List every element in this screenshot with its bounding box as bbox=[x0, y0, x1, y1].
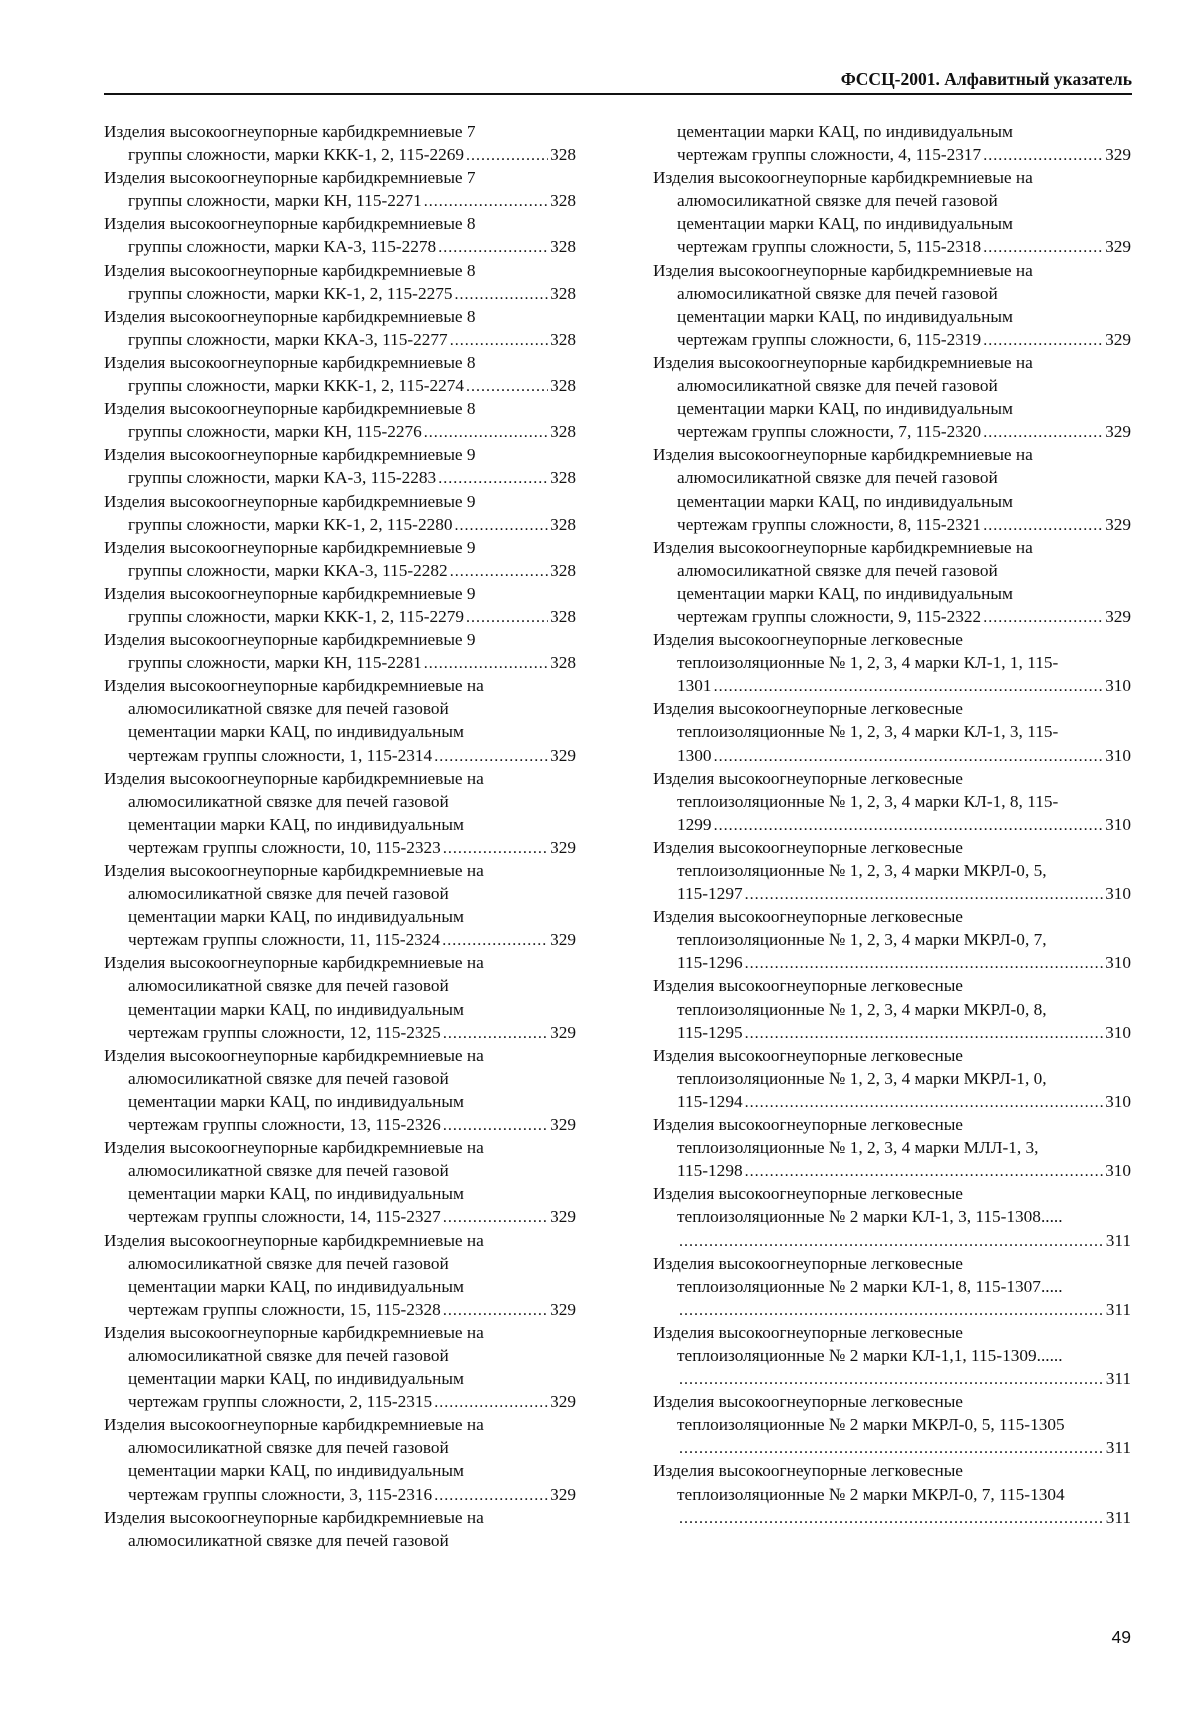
dot-leader bbox=[424, 421, 548, 443]
entry-title-line: Изделия высокоогнеупорные карбидкремниевые на bbox=[104, 1045, 484, 1065]
index-entry bbox=[104, 1321, 576, 1413]
entry-continuation-line: алюмосиликатной связке для печей газовой bbox=[128, 1438, 449, 1458]
entry-title-line: Изделия высокоогнеупорные легковесные bbox=[653, 907, 963, 927]
dot-leader bbox=[714, 814, 1104, 836]
entry-title-line: Изделия высокоогнеупорные карбидкремниевые на bbox=[104, 1230, 484, 1250]
entry-title-line: Изделия высокоогнеупорные легковесные bbox=[653, 1322, 963, 1342]
header-rule bbox=[104, 93, 1132, 95]
dot-leader bbox=[443, 837, 548, 859]
entry-continuation-line: цементации марки КАЦ, по индивидуальным bbox=[128, 722, 464, 742]
entry-continuation-line: алюмосиликатной связке для печей газовой bbox=[677, 376, 998, 396]
index-entry bbox=[104, 166, 576, 212]
entry-last-line bbox=[653, 1436, 1131, 1459]
entry-title-line: Изделия высокоогнеупорные карбидкремниевые на bbox=[104, 1322, 484, 1342]
entry-last-text: группы сложности, марки КК-1, 2, 115-2280 bbox=[128, 514, 453, 534]
index-entry bbox=[104, 305, 576, 351]
entry-title-line: Изделия высокоогнеупорные карбидкремниевые 8 bbox=[104, 352, 476, 372]
entry-page-number: 310 bbox=[1105, 1091, 1131, 1111]
entry-continuation-line: алюмосиликатной связке для печей газовой bbox=[677, 191, 998, 211]
dot-leader bbox=[455, 514, 549, 536]
index-entry bbox=[653, 120, 1131, 166]
entry-title-line: Изделия высокоогнеупорные карбидкремниевые на bbox=[104, 1507, 484, 1527]
entry-last-line bbox=[104, 1205, 576, 1228]
entry-continuation-line: алюмосиликатной связке для печей газовой bbox=[128, 1068, 449, 1088]
dot-leader bbox=[443, 1114, 548, 1136]
entry-last-line bbox=[653, 951, 1131, 974]
dot-leader bbox=[450, 329, 548, 351]
entry-last-text: чертежам группы сложности, 14, 115-2327 bbox=[128, 1207, 441, 1227]
entry-title-line: Изделия высокоогнеупорные легковесные bbox=[653, 1045, 963, 1065]
entry-title-line: Изделия высокоогнеупорные карбидкремниевые 8 bbox=[104, 399, 476, 419]
index-entry bbox=[653, 1113, 1131, 1182]
index-entry bbox=[653, 166, 1131, 258]
entry-title-line: Изделия высокоогнеупорные карбидкремниевые 9 bbox=[104, 583, 476, 603]
index-entry bbox=[653, 1390, 1131, 1459]
entry-page-number: 328 bbox=[550, 468, 576, 488]
entry-continuation-line: теплоизоляционные № 2 марки МКРЛ-0, 7, 115-1304 bbox=[677, 1484, 1065, 1504]
entry-page-number: 328 bbox=[550, 376, 576, 396]
entry-title-line: Изделия высокоогнеупорные карбидкремниевые на bbox=[653, 445, 1033, 465]
index-entry bbox=[653, 905, 1131, 974]
index-entry bbox=[104, 674, 576, 766]
entry-title-line: Изделия высокоогнеупорные карбидкремниевые 8 bbox=[104, 214, 476, 234]
entry-continuation-line: теплоизоляционные № 1, 2, 3, 4 марки МКРЛ-0, 8, bbox=[677, 999, 1047, 1019]
dot-leader bbox=[434, 1484, 548, 1506]
dot-leader bbox=[466, 375, 548, 397]
entry-last-text: чертежам группы сложности, 11, 115-2324 bbox=[128, 930, 441, 950]
entry-last-text: чертежам группы сложности, 1, 115-2314 bbox=[128, 745, 433, 765]
entry-continuation-line: алюмосиликатной связке для печей газовой bbox=[128, 1161, 449, 1181]
entry-last-text: чертежам группы сложности, 7, 115-2320 bbox=[677, 422, 982, 442]
entry-last-text: 115-1295 bbox=[677, 1022, 743, 1042]
entry-title-line: Изделия высокоогнеупорные легковесные bbox=[653, 1253, 963, 1273]
index-entry bbox=[653, 628, 1131, 697]
entry-continuation-line: цементации марки КАЦ, по индивидуальным bbox=[677, 399, 1013, 419]
entry-continuation-line: цементации марки КАЦ, по индивидуальным bbox=[677, 214, 1013, 234]
entry-title-line: Изделия высокоогнеупорные карбидкремниевые 9 bbox=[104, 445, 476, 465]
entry-continuation-line: теплоизоляционные № 1, 2, 3, 4 марки МКРЛ-1, 0, bbox=[677, 1068, 1047, 1088]
entry-title-line: Изделия высокоогнеупорные карбидкремниевые 9 bbox=[104, 537, 476, 557]
dot-leader bbox=[424, 190, 548, 212]
index-entry bbox=[104, 212, 576, 258]
entry-last-text: чертежам группы сложности, 3, 115-2316 bbox=[128, 1484, 433, 1504]
entry-continuation-line: теплоизоляционные № 1, 2, 3, 4 марки КЛ-1, 3, 115- bbox=[677, 722, 1059, 742]
entry-last-text: чертежам группы сложности, 9, 115-2322 bbox=[677, 606, 982, 626]
entry-page-number: 329 bbox=[550, 1392, 576, 1412]
dot-leader bbox=[466, 606, 548, 628]
dot-leader bbox=[466, 144, 548, 166]
entry-last-text: группы сложности, марки КА-3, 115-2278 bbox=[128, 237, 437, 257]
index-column-left bbox=[104, 120, 576, 1552]
entry-last-line bbox=[104, 420, 576, 443]
index-entry bbox=[653, 974, 1131, 1043]
dot-leader bbox=[679, 1437, 1104, 1459]
entry-page-number: 310 bbox=[1105, 814, 1131, 834]
entry-last-line bbox=[104, 928, 576, 951]
entry-last-line bbox=[104, 1298, 576, 1321]
entry-title-line: Изделия высокоогнеупорные легковесные bbox=[653, 630, 963, 650]
index-entry bbox=[653, 767, 1131, 836]
entry-continuation-line: цементации марки КАЦ, по индивидуальным bbox=[677, 491, 1013, 511]
entry-last-line bbox=[104, 605, 576, 628]
entry-last-line bbox=[104, 374, 576, 397]
entry-last-line bbox=[653, 143, 1131, 166]
entry-page-number: 329 bbox=[550, 1115, 576, 1135]
entry-last-text: 1301 bbox=[677, 676, 712, 696]
dot-leader bbox=[745, 883, 1103, 905]
entry-last-text: чертежам группы сложности, 4, 115-2317 bbox=[677, 145, 982, 165]
entry-last-text: группы сложности, марки КН, 115-2281 bbox=[128, 653, 422, 673]
entry-continuation-line: цементации марки КАЦ, по индивидуальным bbox=[128, 814, 464, 834]
entry-page-number: 328 bbox=[550, 422, 576, 442]
entry-page-number: 329 bbox=[550, 1207, 576, 1227]
entry-continuation-line: цементации марки КАЦ, по индивидуальным bbox=[677, 583, 1013, 603]
entry-title-line: Изделия высокоогнеупорные карбидкремниевые 9 bbox=[104, 491, 476, 511]
entry-last-text: группы сложности, марки КА-3, 115-2283 bbox=[128, 468, 437, 488]
entry-continuation-line: алюмосиликатной связке для печей газовой bbox=[677, 283, 998, 303]
entry-last-line bbox=[104, 1021, 576, 1044]
dot-leader bbox=[983, 421, 1103, 443]
dot-leader bbox=[714, 745, 1104, 767]
entry-page-number: 310 bbox=[1105, 1022, 1131, 1042]
index-entry bbox=[104, 1506, 576, 1552]
entry-page-number: 328 bbox=[550, 191, 576, 211]
entry-page-number: 329 bbox=[550, 837, 576, 857]
entry-continuation-line: цементации марки КАЦ, по индивидуальным bbox=[128, 1369, 464, 1389]
entry-title-line: Изделия высокоогнеупорные карбидкремниевые на bbox=[653, 352, 1033, 372]
index-entry bbox=[653, 836, 1131, 905]
dot-leader bbox=[450, 560, 548, 582]
dot-leader bbox=[745, 1160, 1103, 1182]
entry-last-line bbox=[104, 559, 576, 582]
dot-leader bbox=[745, 1022, 1103, 1044]
dot-leader bbox=[679, 1368, 1104, 1390]
entry-last-line bbox=[104, 328, 576, 351]
dot-leader bbox=[983, 329, 1103, 351]
entry-last-text: 115-1296 bbox=[677, 953, 743, 973]
entry-continuation-line: алюмосиликатной связке для печей газовой bbox=[128, 699, 449, 719]
entry-continuation-line: цементации марки КАЦ, по индивидуальным bbox=[128, 999, 464, 1019]
entry-title-line: Изделия высокоогнеупорные карбидкремниевые 7 bbox=[104, 122, 476, 141]
entry-title-line: Изделия высокоогнеупорные карбидкремниевые 9 bbox=[104, 630, 476, 650]
entry-page-number: 311 bbox=[1105, 1230, 1131, 1250]
entry-last-line bbox=[653, 744, 1131, 767]
entry-page-number: 328 bbox=[550, 514, 576, 534]
entry-title-line: Изделия высокоогнеупорные легковесные bbox=[653, 1184, 963, 1204]
index-entry bbox=[104, 490, 576, 536]
entry-page-number: 329 bbox=[1105, 145, 1131, 165]
entry-last-line bbox=[653, 1090, 1131, 1113]
entry-last-line bbox=[653, 1229, 1131, 1252]
index-entry bbox=[104, 397, 576, 443]
entry-page-number: 329 bbox=[550, 930, 576, 950]
page-header bbox=[104, 68, 1132, 96]
entry-page-number: 329 bbox=[550, 1022, 576, 1042]
dot-leader bbox=[438, 467, 548, 489]
entry-last-line bbox=[104, 282, 576, 305]
index-entry bbox=[104, 259, 576, 305]
dot-leader bbox=[443, 1022, 548, 1044]
dot-leader bbox=[443, 1206, 548, 1228]
entry-continuation-line: теплоизоляционные № 2 марки КЛ-1,1, 115-1309...... bbox=[677, 1345, 1063, 1365]
entry-title-line: Изделия высокоогнеупорные легковесные bbox=[653, 768, 963, 788]
entry-continuation-line: теплоизоляционные № 1, 2, 3, 4 марки МКРЛ-0, 5, bbox=[677, 861, 1047, 880]
entry-continuation-line: алюмосиликатной связке для печей газовой bbox=[128, 791, 449, 811]
index-entry bbox=[653, 1044, 1131, 1113]
entry-last-text: группы сложности, марки ККК-1, 2, 115-2274 bbox=[128, 376, 465, 396]
index-entry bbox=[104, 582, 576, 628]
entry-page-number: 328 bbox=[550, 283, 576, 303]
dot-leader bbox=[679, 1507, 1104, 1529]
entry-continuation-line: теплоизоляционные № 1, 2, 3, 4 марки КЛ-1, 8, 115- bbox=[677, 791, 1059, 811]
index-entry bbox=[104, 351, 576, 397]
entry-continuation-line: алюмосиликатной связке для печей газовой bbox=[677, 560, 998, 580]
entry-page-number: 311 bbox=[1105, 1507, 1131, 1527]
page-number: 49 bbox=[1111, 1627, 1131, 1647]
entry-title-line: Изделия высокоогнеупорные карбидкремниевые на bbox=[104, 861, 484, 880]
entry-last-line bbox=[653, 328, 1131, 351]
dot-leader bbox=[679, 1230, 1104, 1252]
entry-last-line bbox=[653, 813, 1131, 836]
entry-title-line: Изделия высокоогнеупорные карбидкремниевые на bbox=[104, 676, 484, 696]
index-entry bbox=[104, 1136, 576, 1228]
entry-last-line bbox=[653, 420, 1131, 443]
entry-last-text: чертежам группы сложности, 10, 115-2323 bbox=[128, 837, 441, 857]
entry-page-number: 310 bbox=[1105, 676, 1131, 696]
dot-leader bbox=[434, 1391, 548, 1413]
entry-continuation-line: цементации марки КАЦ, по индивидуальным bbox=[128, 1091, 464, 1111]
entry-last-line bbox=[653, 513, 1131, 536]
entry-title-line: Изделия высокоогнеупорные карбидкремниевые на bbox=[104, 953, 484, 973]
entry-last-text: группы сложности, марки ККА-3, 115-2282 bbox=[128, 560, 448, 580]
entry-title-line: Изделия высокоогнеупорные легковесные bbox=[653, 1392, 963, 1412]
dot-leader bbox=[442, 929, 548, 951]
entry-last-text: чертежам группы сложности, 13, 115-2326 bbox=[128, 1115, 441, 1135]
index-entry bbox=[104, 767, 576, 859]
entry-last-line bbox=[104, 651, 576, 674]
entry-last-text: группы сложности, марки КН, 115-2271 bbox=[128, 191, 422, 211]
entry-last-line bbox=[104, 836, 576, 859]
index-entry bbox=[104, 859, 576, 951]
index-column-right bbox=[653, 120, 1131, 1529]
entry-page-number: 328 bbox=[550, 653, 576, 673]
entry-page-number: 311 bbox=[1105, 1369, 1131, 1389]
entry-page-number: 311 bbox=[1105, 1438, 1131, 1458]
entry-last-line bbox=[104, 466, 576, 489]
entry-last-line bbox=[653, 235, 1131, 258]
entry-page-number: 329 bbox=[550, 1484, 576, 1504]
entry-continuation-line: теплоизоляционные № 2 марки КЛ-1, 8, 115-1307..... bbox=[677, 1276, 1063, 1296]
entry-page-number: 329 bbox=[1105, 329, 1131, 349]
entry-title-line: Изделия высокоогнеупорные карбидкремниевые на bbox=[653, 260, 1033, 280]
entry-last-text: чертежам группы сложности, 6, 115-2319 bbox=[677, 329, 982, 349]
entry-last-line bbox=[653, 1367, 1131, 1390]
entry-title-line: Изделия высокоогнеупорные карбидкремниевые 7 bbox=[104, 168, 476, 188]
entry-page-number: 328 bbox=[550, 560, 576, 580]
entry-last-text: чертежам группы сложности, 2, 115-2315 bbox=[128, 1392, 433, 1412]
dot-leader bbox=[714, 675, 1104, 697]
dot-leader bbox=[443, 1299, 548, 1321]
entry-last-line bbox=[104, 143, 576, 166]
entry-continuation-line: теплоизоляционные № 1, 2, 3, 4 марки КЛ-1, 1, 115- bbox=[677, 653, 1059, 673]
entry-last-line bbox=[104, 235, 576, 258]
entry-last-text: группы сложности, марки ККК-1, 2, 115-2269 bbox=[128, 145, 465, 165]
entry-last-line bbox=[653, 1021, 1131, 1044]
index-entry bbox=[104, 1044, 576, 1136]
entry-continuation-line: алюмосиликатной связке для печей газовой bbox=[128, 884, 449, 904]
entry-last-line bbox=[653, 1506, 1131, 1529]
entry-last-line bbox=[104, 189, 576, 212]
entry-page-number: 329 bbox=[550, 1299, 576, 1319]
index-entry bbox=[653, 443, 1131, 535]
entry-last-text: 1299 bbox=[677, 814, 712, 834]
entry-page-number: 329 bbox=[550, 745, 576, 765]
entry-title-line: Изделия высокоогнеупорные карбидкремниевые на bbox=[653, 537, 1033, 557]
entry-page-number: 328 bbox=[550, 237, 576, 257]
index-entry bbox=[653, 1252, 1131, 1321]
entry-last-text: группы сложности, марки ККК-1, 2, 115-2279 bbox=[128, 606, 465, 626]
entry-last-text: группы сложности, марки ККА-3, 115-2277 bbox=[128, 329, 448, 349]
entry-page-number: 328 bbox=[550, 145, 576, 165]
entry-page-number: 329 bbox=[1105, 422, 1131, 442]
entry-last-text: чертежам группы сложности, 5, 115-2318 bbox=[677, 237, 982, 257]
entry-title-line: Изделия высокоогнеупорные легковесные bbox=[653, 837, 963, 857]
entry-page-number: 328 bbox=[550, 606, 576, 626]
entry-page-number: 311 bbox=[1105, 1299, 1131, 1319]
index-entry bbox=[653, 697, 1131, 766]
entry-last-line bbox=[653, 605, 1131, 628]
entry-last-line bbox=[653, 1159, 1131, 1182]
dot-leader bbox=[983, 514, 1103, 536]
entry-last-line bbox=[104, 744, 576, 767]
entry-continuation-line: алюмосиликатной связке для печей газовой bbox=[128, 1253, 449, 1273]
entry-continuation-line: теплоизоляционные № 1, 2, 3, 4 марки МЛЛ-1, 3, bbox=[677, 1138, 1039, 1158]
entry-title-line: Изделия высокоогнеупорные легковесные bbox=[653, 976, 963, 996]
index-entry bbox=[653, 536, 1131, 628]
entry-last-text: чертежам группы сложности, 8, 115-2321 bbox=[677, 514, 982, 534]
entry-page-number: 310 bbox=[1105, 745, 1131, 765]
entry-continuation-line: теплоизоляционные № 1, 2, 3, 4 марки МКРЛ-0, 7, bbox=[677, 930, 1047, 950]
entry-last-text: группы сложности, марки КК-1, 2, 115-2275 bbox=[128, 283, 453, 303]
entry-title-line: Изделия высокоогнеупорные легковесные bbox=[653, 1461, 963, 1481]
entry-title-line: Изделия высокоогнеупорные карбидкремниевые на bbox=[104, 1415, 484, 1435]
entry-continuation-line: цементации марки КАЦ, по индивидуальным bbox=[128, 1184, 464, 1204]
header-title: ФССЦ-2001. Алфавитный указатель bbox=[840, 69, 1132, 89]
dot-leader bbox=[983, 144, 1103, 166]
entry-last-text: группы сложности, марки КН, 115-2276 bbox=[128, 422, 422, 442]
entry-last-text: чертежам группы сложности, 15, 115-2328 bbox=[128, 1299, 441, 1319]
dot-leader bbox=[983, 606, 1103, 628]
entry-continuation-line: цементации марки КАЦ, по индивидуальным bbox=[128, 1276, 464, 1296]
entry-continuation-line: цементации марки КАЦ, по индивидуальным bbox=[677, 306, 1013, 326]
entry-continuation-line: алюмосиликатной связке для печей газовой bbox=[677, 468, 998, 488]
entry-last-line bbox=[104, 1390, 576, 1413]
index-entry bbox=[104, 1229, 576, 1321]
dot-leader bbox=[434, 745, 548, 767]
index-entry bbox=[653, 1182, 1131, 1251]
entry-title-line: Изделия высокоогнеупорные карбидкремниевые на bbox=[104, 1138, 484, 1158]
dot-leader bbox=[745, 952, 1103, 974]
entry-last-line bbox=[653, 882, 1131, 905]
dot-leader bbox=[983, 236, 1103, 258]
index-entry bbox=[104, 628, 576, 674]
entry-page-number: 310 bbox=[1105, 953, 1131, 973]
entry-continuation-line: цементации марки КАЦ, по индивидуальным bbox=[128, 1461, 464, 1481]
entry-page-number: 329 bbox=[1105, 606, 1131, 626]
entry-title-line: Изделия высокоогнеупорные карбидкремниевые 8 bbox=[104, 260, 476, 280]
index-entry bbox=[104, 536, 576, 582]
entry-continuation-line: алюмосиликатной связке для печей газовой bbox=[128, 1345, 449, 1365]
entry-last-text: 115-1298 bbox=[677, 1161, 743, 1181]
entry-title-line: Изделия высокоогнеупорные карбидкремниевые 8 bbox=[104, 306, 476, 326]
dot-leader bbox=[424, 652, 548, 674]
entry-page-number: 310 bbox=[1105, 1161, 1131, 1181]
entry-continuation-line: цементации марки КАЦ, по индивидуальным bbox=[677, 122, 1013, 141]
entry-page-number: 310 bbox=[1105, 884, 1131, 904]
entry-continuation-line: алюмосиликатной связке для печей газовой bbox=[128, 1530, 449, 1550]
entry-continuation-line: теплоизоляционные № 2 марки МКРЛ-0, 5, 115-1305 bbox=[677, 1415, 1065, 1435]
index-entry bbox=[653, 1321, 1131, 1390]
dot-leader bbox=[455, 283, 549, 305]
entry-continuation-line: теплоизоляционные № 2 марки КЛ-1, 3, 115-1308..... bbox=[677, 1207, 1063, 1227]
entry-continuation-line: алюмосиликатной связке для печей газовой bbox=[128, 976, 449, 996]
index-entry bbox=[104, 120, 576, 166]
entry-last-text: 1300 bbox=[677, 745, 712, 765]
entry-last-line bbox=[104, 1113, 576, 1136]
entry-last-line bbox=[104, 513, 576, 536]
index-entry bbox=[653, 259, 1131, 351]
entry-last-line bbox=[104, 1483, 576, 1506]
entry-page-number: 329 bbox=[1105, 514, 1131, 534]
dot-leader bbox=[679, 1299, 1104, 1321]
entry-title-line: Изделия высокоогнеупорные карбидкремниевые на bbox=[653, 168, 1033, 188]
entry-title-line: Изделия высокоогнеупорные карбидкремниевые на bbox=[104, 768, 484, 788]
entry-last-text: 115-1297 bbox=[677, 884, 743, 904]
entry-page-number: 328 bbox=[550, 329, 576, 349]
dot-leader bbox=[745, 1091, 1103, 1113]
index-entry bbox=[653, 1459, 1131, 1528]
index-entry bbox=[653, 351, 1131, 443]
entry-continuation-line: цементации марки КАЦ, по индивидуальным bbox=[128, 907, 464, 927]
entry-title-line: Изделия высокоогнеупорные легковесные bbox=[653, 1115, 963, 1135]
index-entry bbox=[104, 951, 576, 1043]
entry-title-line: Изделия высокоогнеупорные легковесные bbox=[653, 699, 963, 719]
entry-last-text: 115-1294 bbox=[677, 1091, 743, 1111]
dot-leader bbox=[438, 236, 548, 258]
entry-last-text: чертежам группы сложности, 12, 115-2325 bbox=[128, 1022, 441, 1042]
entry-page-number: 329 bbox=[1105, 237, 1131, 257]
index-entry bbox=[104, 443, 576, 489]
entry-last-line bbox=[653, 1298, 1131, 1321]
index-entry bbox=[104, 1413, 576, 1505]
entry-last-line bbox=[653, 674, 1131, 697]
